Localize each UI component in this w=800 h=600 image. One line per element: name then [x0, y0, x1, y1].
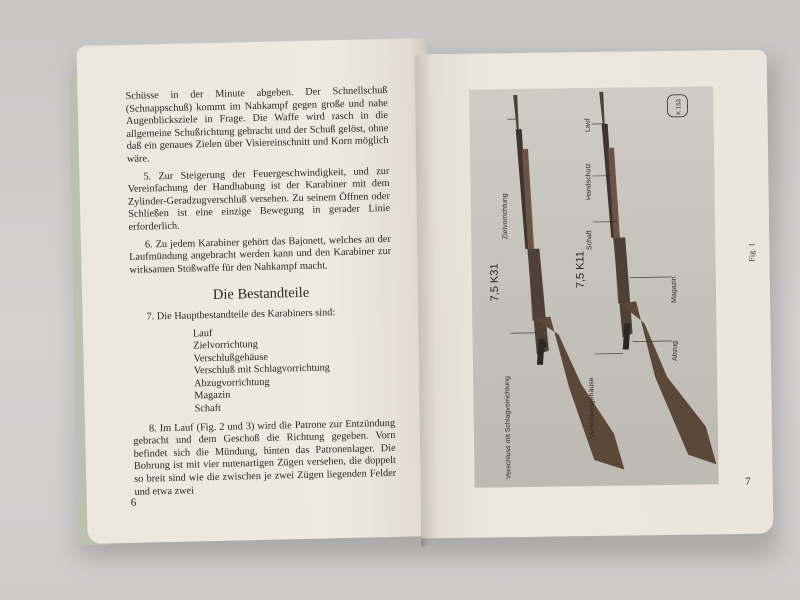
list-item: Schaft [194, 402, 222, 415]
model-label-k11: 7,5 K11 [574, 250, 587, 289]
rifle-k11 [599, 90, 716, 466]
left-page-text [125, 85, 396, 504]
section-heading: Die Bestandteile [212, 285, 310, 304]
page-number-right: 7 [745, 475, 751, 488]
stamp-text: K 153 [676, 99, 683, 115]
model-label-k31: 7,5 K31 [488, 263, 502, 302]
label-zielvorrichtung: Zielvorrichtung [501, 193, 510, 240]
page-number-left: 6 [130, 496, 137, 509]
list-item: Lauf [192, 327, 213, 339]
rifle-illustration [469, 86, 719, 487]
section-7-intro: 7. Die Hauptbestandteile des Karabiners sind: [146, 307, 336, 323]
figure-label: Fig. 1 [747, 242, 757, 262]
label-verschlussgehaeuse: Verschlussgehäuse [588, 377, 597, 439]
paragraph-1: Schüsse in der Minute abgeben. Der Schnellschuß (Schnappschuß) kommt im Nahkampf gegen große und nahe Augenblicksziele in Frage. Die Waffe wird rasch in die allgemeine Schußrichtung gebracht und der Schuß gelöst, ohne daß ein genaues Zielen über Visiereinschnitt und Korn möglich wäre. [125, 84, 389, 165]
list-item: Zielvorrichtung [193, 339, 258, 352]
right-page [415, 50, 774, 539]
label-lauf: Lauf [584, 118, 592, 133]
label-verschluss-schlagvorrichtung: Verschluss mit Schlagvorrichtung [504, 376, 513, 480]
label-abzug: Abzug [671, 340, 679, 361]
stamp-icon [667, 95, 687, 117]
label-handschutz: Handschutz [585, 163, 593, 201]
paragraph-8: 8. Im Lauf (Fig. 2 und 3) wird die Patrone zur Entzündung gebracht und dem Geschoß die Richtung gegeben. Vorn befindet sich die Mündung, hinten das Patronenlager. Die Bohrung ist mit vier nutenartigen Zügen versehen, die doppelt so breit sind wie die zwischen je zwei Zügen liegenden Felder und etwa zwei [133, 417, 397, 498]
list-item: Abzugvorrichtung [193, 376, 270, 390]
rifle-plate [469, 86, 719, 487]
parts-list [193, 323, 395, 416]
paragraph-6: 6. Zu jedem Karabiner gehört das Bajonett, welches an der Laufmündung angebracht werden kann und den Karabiner zur wirksamen Stoßwaffe für den Nahkampf macht. [129, 233, 392, 276]
label-magazin: Magazin [670, 276, 679, 303]
label-schaft: Schaft [586, 230, 594, 251]
left-page [76, 38, 437, 544]
list-item: Magazin [194, 390, 231, 402]
paragraph-5: 5. Zur Steigerung der Feuergeschwindigkeit, und zur Vereinfachung der Handhabung ist der Karabiner mit dem Zylinder-Geradzugverschluß versehen. Zu seinem Öffnen oder Schließen ist eine einzige Bewegung in gerader Linie erforderlich. [127, 165, 391, 233]
list-item: Verschlußgehäuse [193, 351, 268, 365]
list-item: Verschluß mit Schlagvorrichtung [193, 362, 331, 377]
